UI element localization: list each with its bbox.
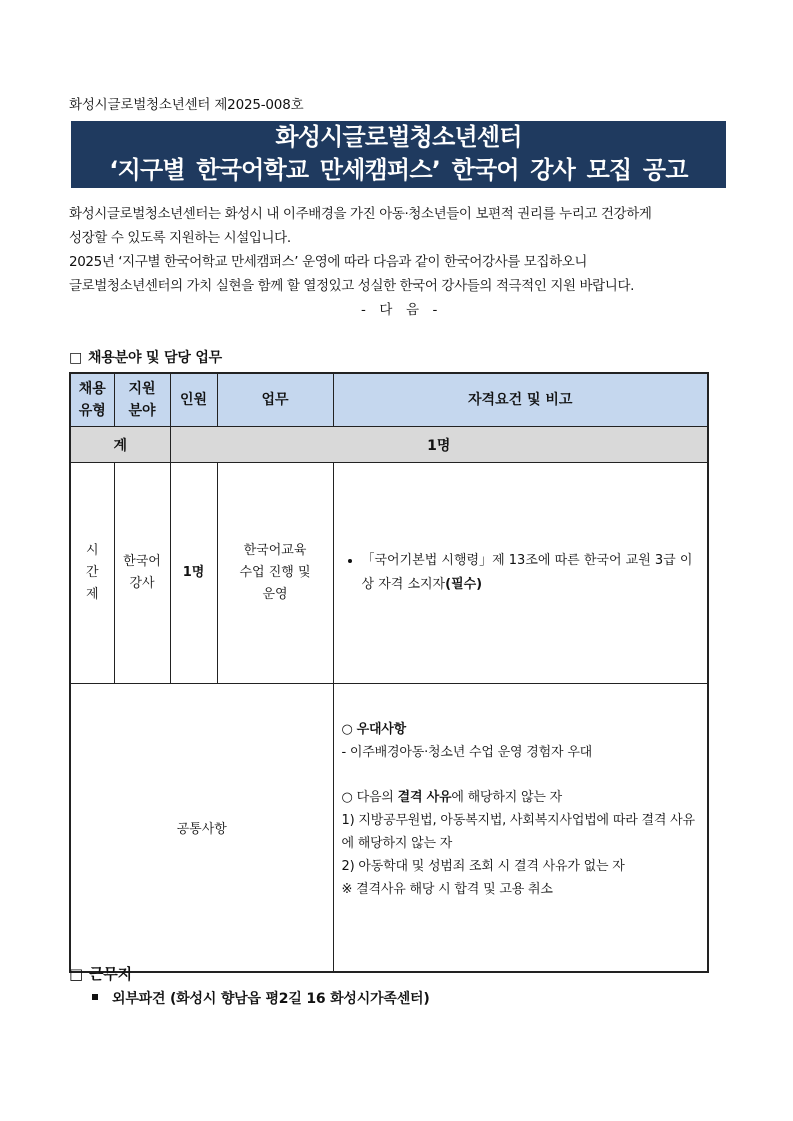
disqualification-item: 1) 지방공무원법, 아동복지법, 사회복지사업법에 따라 결격 사유에 해당하지 않는 자 bbox=[341, 813, 695, 851]
qualification-item: • 「국어기본법 시행령」제 13조에 따른 한국어 교원 3급 이상 자격 소지자(필수) bbox=[362, 549, 700, 597]
header-qualification: 자격요건 및 비고 bbox=[333, 373, 708, 427]
header-duty: 업무 bbox=[217, 373, 333, 427]
intro-line: 2025년 ‘지구별 한국어학교 만세캠퍼스’ 운영에 따라 다음과 같이 한국어강사를 모집하오니 bbox=[69, 254, 587, 270]
field-cell: 한국어 강사 bbox=[114, 463, 170, 684]
workplace-text: 외부파견 (화성시 향남읍 평2길 16 화성시가족센터) bbox=[112, 991, 430, 1007]
common-row bbox=[70, 684, 708, 973]
intro-line: 성장할 수 있도록 지원하는 시설입니다. bbox=[69, 230, 291, 246]
recruitment-table bbox=[69, 372, 709, 973]
workplace-item bbox=[92, 988, 430, 1008]
count-cell: 1명 bbox=[170, 463, 217, 684]
next-marker: - 다 음 - bbox=[361, 302, 437, 318]
disqualification-note: ※ 결격사유 해당 시 합격 및 고용 취소 bbox=[341, 882, 553, 897]
disqualification-heading: ○ 다음의 결격 사유에 해당하지 않는 자 bbox=[341, 790, 563, 805]
duty-cell: 한국어교육 수업 진행 및 운영 bbox=[217, 463, 333, 684]
total-value: 1명 bbox=[170, 427, 708, 463]
preference-item: - 이주배경아동·청소년 수업 운영 경험자 우대 bbox=[341, 745, 593, 760]
total-label: 계 bbox=[70, 427, 170, 463]
header-field: 지원 분야 bbox=[114, 373, 170, 427]
title-banner bbox=[71, 121, 726, 188]
intro-line: 글로벌청소년센터의 가치 실현을 함께 할 열정있고 성실한 한국어 강사들의 적극적인 지원 바랍니다. bbox=[69, 278, 634, 294]
checkbox-square-icon: □ bbox=[69, 350, 83, 366]
section-heading-workplace bbox=[69, 963, 132, 984]
section-label: 채용분야 및 담당 업무 bbox=[88, 350, 222, 366]
header-type: 채용 유형 bbox=[70, 373, 114, 427]
section-label: 근무지 bbox=[88, 965, 132, 983]
section-heading-recruitment bbox=[69, 347, 222, 367]
qualification-cell bbox=[333, 463, 708, 684]
common-label: 공통사항 bbox=[70, 684, 333, 973]
employment-type-cell: 시 간 제 bbox=[70, 463, 114, 684]
document-number: 화성시글로벌청소년센터 제2025-008호 bbox=[69, 97, 304, 113]
header-count: 인원 bbox=[170, 373, 217, 427]
preference-heading: ○ 우대사항 bbox=[341, 722, 407, 737]
table-header-row bbox=[70, 373, 708, 427]
table-row bbox=[70, 463, 708, 684]
intro-line: 화성시글로벌청소년센터는 화성시 내 이주배경을 가진 아동·청소년들이 보편적 권리를 누리고 건강하게 bbox=[69, 206, 652, 222]
disqualification-item: 2) 아동학대 및 성범죄 조회 시 결격 사유가 없는 자 bbox=[341, 859, 625, 874]
title-line-2: ‘지구별 한국어학교 만세캠퍼스’ 한국어 강사 모집 공고 bbox=[109, 156, 688, 184]
intro-paragraph bbox=[69, 202, 729, 322]
common-details bbox=[333, 684, 708, 973]
total-row bbox=[70, 427, 708, 463]
checkbox-square-icon: □ bbox=[69, 965, 83, 983]
title-line-1: 화성시글로벌청소년센터 bbox=[275, 123, 522, 151]
bullet-square-icon bbox=[92, 994, 98, 1000]
